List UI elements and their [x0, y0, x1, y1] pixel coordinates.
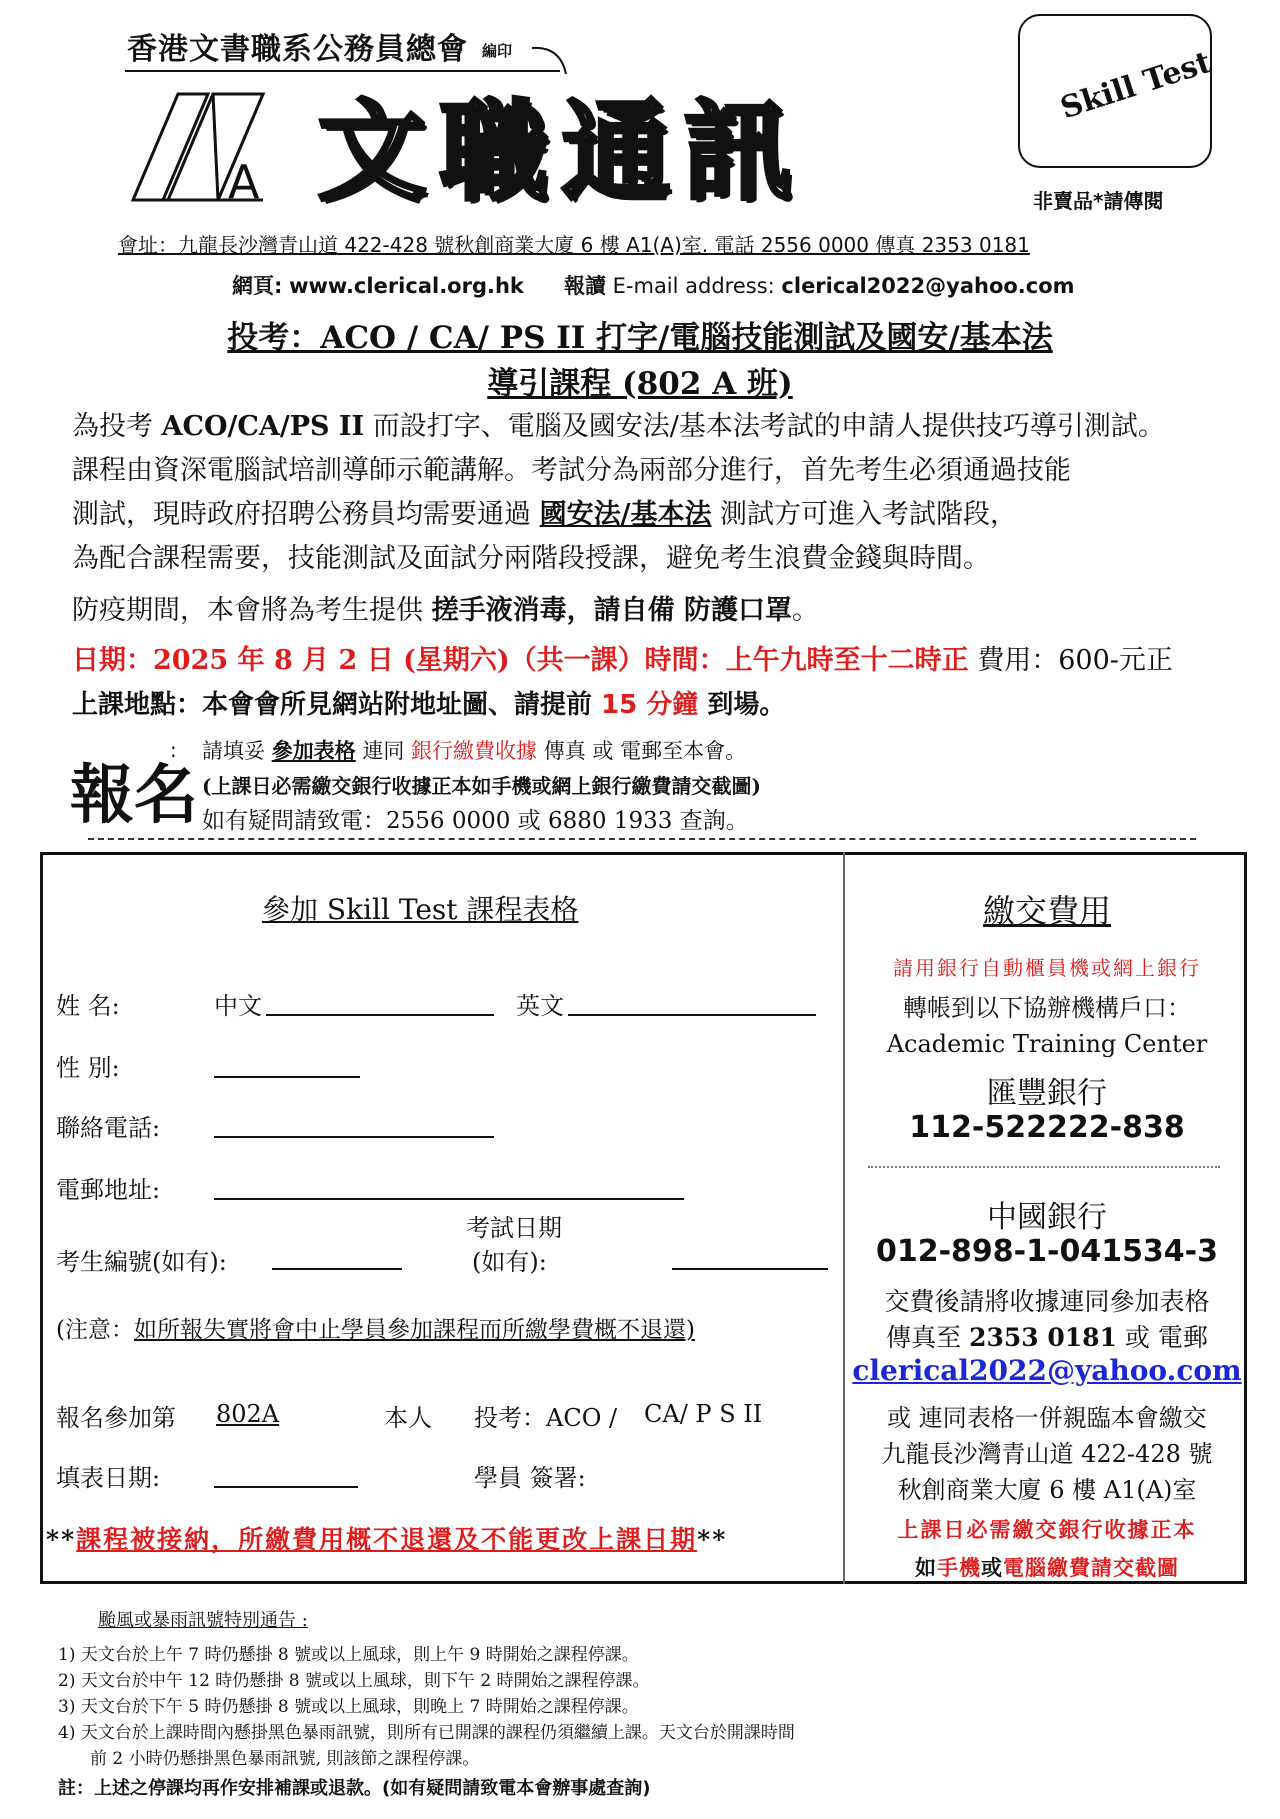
org-name: 香港文書職系公務員總會	[127, 32, 468, 67]
form-notice: (注意：如所報失實將會中止學員參加課程而所繳學費概不退還)	[56, 1317, 695, 1343]
course-subtitle: 導引課程 (802 A 班)	[487, 366, 793, 402]
contact-line	[232, 270, 1075, 300]
description-line-2: 課程由資深電腦試培訓導師示範講解。考試分為兩部分進行，首先考生必須通過技能	[72, 455, 1071, 486]
typhoon-item: 1) 天文台於上午 7 時仍懸掛 8 號或以上風球，則上午 9 時開始之課程停課。	[58, 1645, 639, 1665]
web-url[interactable]: www.clerical.org.hk	[289, 274, 524, 298]
date-time-fee-line: 日期：2025 年 8 月 2 日 (星期六)（共一課）時間：上午九時至十二時正 費用：600-元正	[72, 645, 1173, 676]
clerical-logo-icon	[128, 88, 293, 206]
self-label: 本人	[384, 1404, 432, 1432]
apply-label: 投考：ACO /	[474, 1404, 618, 1432]
exam-date-label: 考試日期	[466, 1214, 562, 1242]
class-code: 802A	[216, 1400, 280, 1428]
signature-label: 學員 簽署:	[474, 1464, 586, 1492]
fax-note: 傳真至 2353 0181 或 電郵	[886, 1323, 1208, 1352]
register-line-1: 請填妥 參加表格 連同 銀行繳費收據 傳真 或 電郵至本會。	[202, 738, 747, 763]
fill-date-label: 填表日期:	[56, 1464, 161, 1492]
screenshot-note: 如手機或電腦繳費請交截圖	[915, 1555, 1179, 1580]
register-colon: :	[170, 738, 177, 762]
fill-date-field[interactable]	[214, 1486, 358, 1488]
after-payment-note: 交費後請將收據連同參加表格	[884, 1287, 1210, 1316]
typhoon-item: 2) 天文台於中午 12 時仍懸掛 8 號或以上風球，則下午 2 時開始之課程停課。	[58, 1671, 650, 1691]
exam-date-field[interactable]	[672, 1268, 828, 1270]
swoosh-decoration	[530, 40, 570, 80]
hygiene-line: 防疫期間，本會將為考生提供 搓手液消毒，請自備 防護口罩。	[72, 595, 819, 626]
typhoon-notice-title: 颱風或暴雨訊號特別通告 :	[98, 1610, 308, 1631]
email-field[interactable]	[214, 1198, 684, 1200]
email-enroll-label: 報讀	[563, 274, 606, 298]
course-title: 投考：ACO / CA/ PS II 打字/電腦技能測試及國安/基本法	[227, 320, 1053, 356]
register-line-3: 如有疑問請致電：2556 0000 或 6880 1933 查詢。	[202, 808, 749, 834]
office-address-1: 九龍長沙灣青山道 422-428 號	[881, 1440, 1213, 1468]
bank2-name: 中國銀行	[987, 1200, 1107, 1235]
office-address-2: 秋創商業大廈 6 樓 A1(A)室	[897, 1476, 1197, 1504]
form-title: 參加 Skill Test 課程表格	[262, 893, 579, 926]
name-label: 姓 名:	[56, 992, 120, 1020]
account-holder: Academic Training Center	[886, 1030, 1208, 1058]
typhoon-item: 前 2 小時仍懸掛黑色暴雨訊號, 則該節之課程停課。	[90, 1749, 480, 1769]
email-label: 電郵地址:	[56, 1176, 161, 1204]
org-edit-label: 編印	[482, 42, 513, 60]
address-line: 會址：九龍長沙灣青山道 422-428 號秋創商業大廈 6 樓 A1(A)室. 電話 2556 0000 傳真 2353 0181	[118, 233, 1030, 257]
venue-line: 上課地點：本會會所見網站附地址圖、請提前 15 分鐘 到場。	[72, 690, 786, 720]
register-line-2: (上課日必需繳交銀行收據正本如手機或網上銀行繳費請交截圖)	[202, 774, 761, 798]
bank1-account: 112-522222-838	[909, 1110, 1185, 1145]
candidate-number-field[interactable]	[272, 1268, 402, 1270]
masthead-title: 文職通訊	[318, 89, 807, 215]
stamp-text: Skill Test	[1056, 44, 1216, 127]
phone-label: 聯絡電話:	[56, 1114, 161, 1142]
gender-field[interactable]	[214, 1076, 360, 1078]
cut-line	[88, 838, 1196, 840]
typhoon-item: 3) 天文台於下午 5 時仍懸掛 8 號或以上風球，則晚上 7 時開始之課程停課。	[58, 1697, 639, 1717]
description-line-1: 為投考 ACO/CA/PS II 而設打字、電腦及國安法/基本法考試的申請人提供技巧導引測試。	[72, 411, 1165, 442]
not-for-sale-label: 非賣品*請傳閱	[1033, 189, 1164, 213]
candidate-number-label: 考生編號(如有):	[56, 1248, 227, 1276]
web-label: 網頁:	[232, 274, 283, 298]
english-name-field[interactable]	[568, 1014, 816, 1016]
svg-text:A: A	[228, 155, 260, 206]
gender-label: 性 別:	[56, 1054, 120, 1082]
email-address-label: E-mail address:	[612, 274, 775, 298]
chinese-name-label: 中文	[214, 992, 262, 1020]
receipt-note: 上課日必需繳交銀行收據正本	[897, 1517, 1197, 1542]
apply-label-2: CA/ P S II	[644, 1400, 763, 1428]
english-name-label: 英文	[516, 992, 564, 1020]
payment-divider	[868, 1166, 1220, 1168]
bank1-name: 匯豐銀行	[987, 1076, 1107, 1111]
bank2-account: 012-898-1-041534-3	[875, 1234, 1219, 1269]
register-heading: 報名	[70, 759, 198, 833]
enroll-label: 報名參加第	[56, 1404, 176, 1432]
payment-method-note: 請用銀行自動櫃員機或網上銀行	[893, 956, 1201, 980]
payment-title: 繳交費用	[982, 892, 1111, 930]
description-line-4: 為配合課程需要，技能測試及面試分兩階段授課，避免考生浪費金錢與時間。	[72, 543, 990, 574]
refund-warning: **課程被接納，所繳費用概不退還及不能更改上課日期**	[46, 1525, 728, 1554]
final-note: 註：上述之停課均再作安排補課或退款。(如有疑問請致電本會辦事處查詢)	[58, 1778, 651, 1799]
phone-field[interactable]	[214, 1136, 494, 1138]
org-underline	[125, 70, 560, 72]
payment-email-link[interactable]: clerical2022@yahoo.com	[852, 1354, 1242, 1387]
exam-date-note: (如有):	[472, 1248, 547, 1276]
transfer-note: 轉帳到以下協辦機構戶口：	[903, 994, 1191, 1022]
chinese-name-field[interactable]	[266, 1014, 494, 1016]
header-email[interactable]: clerical2022@yahoo.com	[781, 274, 1075, 298]
in-person-note: 或 連同表格一併親臨本會繳交	[887, 1404, 1207, 1432]
form-divider	[843, 852, 845, 1584]
typhoon-item: 4) 天文台於上課時間內懸掛黑色暴雨訊號，則所有已開課的課程仍須繼續上課。天文台於開課時間	[58, 1723, 795, 1743]
description-line-3: 測試，現時政府招聘公務員均需要通過 國安法/基本法 測試方可進入考試階段，	[72, 499, 1018, 530]
